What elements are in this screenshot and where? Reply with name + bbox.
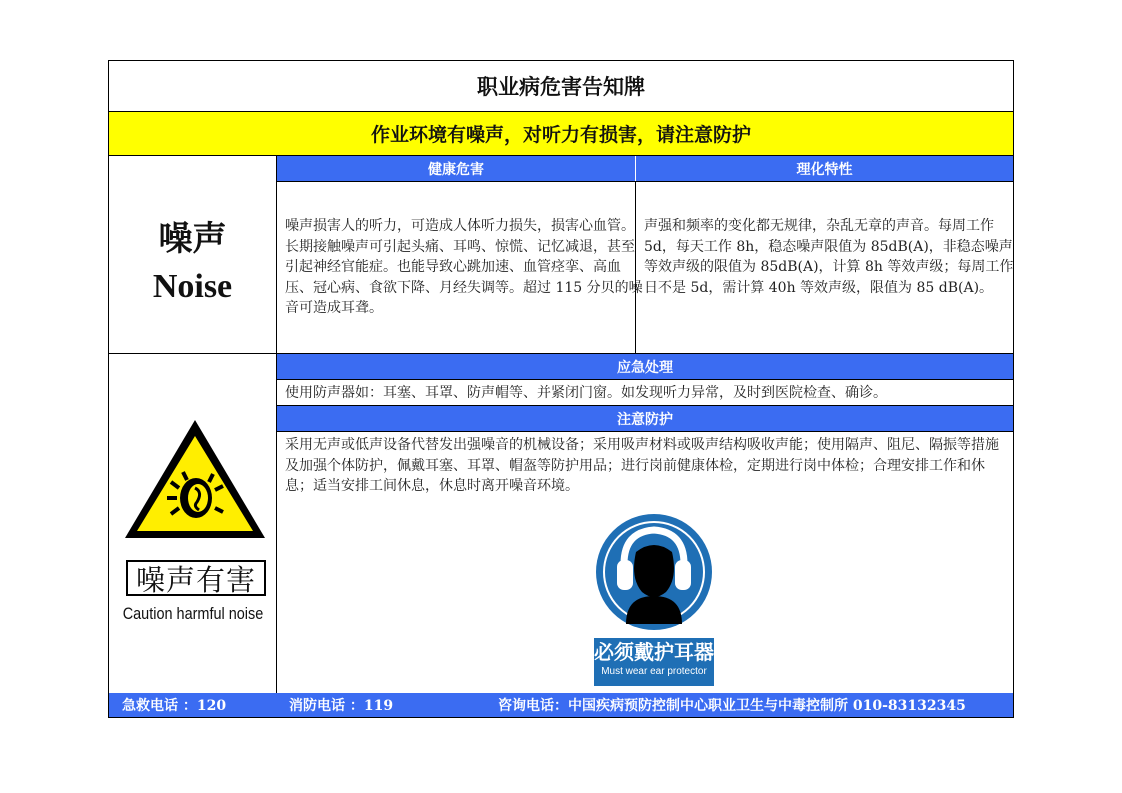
notice-board [108, 60, 1014, 718]
protection-text: 采用无声或低声设备代替发出强噪音的机械设备；采用吸声材料或吸声结构吸收声能；使用隔声、阻尼、隔振等措施及加强个体防护，佩戴耳塞、耳罩、帽盔等防护用品；进行岗前健康体检，定期进行岗中体检；合理安排工作和休息；适当安排工间休息，休息时离开噪音环境。 [285, 437, 999, 494]
warning-sign-label-cn: 噪声有害 [135, 562, 256, 597]
hazard-name-en: Noise [152, 268, 233, 305]
warning-banner: 作业环境有噪声，对听力有损害，请注意防护 [109, 112, 1013, 156]
properties-cell [636, 181, 1013, 354]
emergency-phone: 急救电话 ：120 [122, 698, 227, 714]
hazard-name-cell [109, 156, 277, 354]
board-title: 职业病危害告知牌 [109, 61, 1013, 112]
protection-cell [277, 431, 1013, 693]
noise-warning-icon [109, 412, 277, 552]
properties-text: 声强和频率的变化都无规律，杂乱无章的声音。每周工作 5d，每天工作 8h，稳态噪声限值为 85dB(A)，非稳态噪声等效声级的限值为 85dB(A)，计算 8h 等效声级；每周工作日不是 5d，需计算 40h 等效声级，限值为 85 dB(A)。 [644, 218, 1014, 296]
health-hazard-header: 健康危害 [277, 156, 636, 181]
consult-phone: 咨询电话：中国疾病预防控制中心职业卫生与中毒控制所 010-83132345 [498, 698, 966, 714]
emergency-header: 应急处理 [277, 354, 1013, 379]
hazard-name-cn: 噪声 [158, 219, 227, 259]
health-hazard-text: 噪声损害人的听力，可造成人体听力损失，损害心血管。长期接触噪声可引起头痛、耳鸣、惊慌、记忆减退，甚至引起神经官能症。也能导致心跳加速、血管痉挛、高血压、冠心病、食欲下降、月经失调等。超过 115 分贝的噪音可造成耳聋。 [285, 218, 643, 316]
mandatory-sign-label-en: Must wear ear protector [601, 666, 707, 677]
fire-phone: 消防电话 ：119 [289, 698, 394, 714]
warning-sign-cell [109, 354, 277, 693]
emergency-text: 使用防声器如：耳塞、耳罩、防声帽等、并紧闭门窗。如发现听力异常，及时到医院检查、确诊。 [285, 385, 887, 401]
warning-sign-label-box [126, 560, 266, 596]
mandatory-sign-label-box [594, 638, 714, 686]
properties-header: 理化特性 [636, 156, 1013, 181]
mandatory-sign-label-cn: 必须戴护耳器 [594, 640, 714, 664]
emergency-cell [277, 379, 1013, 406]
ear-protector-mandatory-icon [594, 512, 714, 632]
protection-header: 注意防护 [277, 406, 1013, 431]
footer-bar [109, 693, 1013, 717]
warning-sign-label-en: Caution harmful noise [122, 604, 264, 623]
health-hazard-cell [277, 181, 643, 354]
